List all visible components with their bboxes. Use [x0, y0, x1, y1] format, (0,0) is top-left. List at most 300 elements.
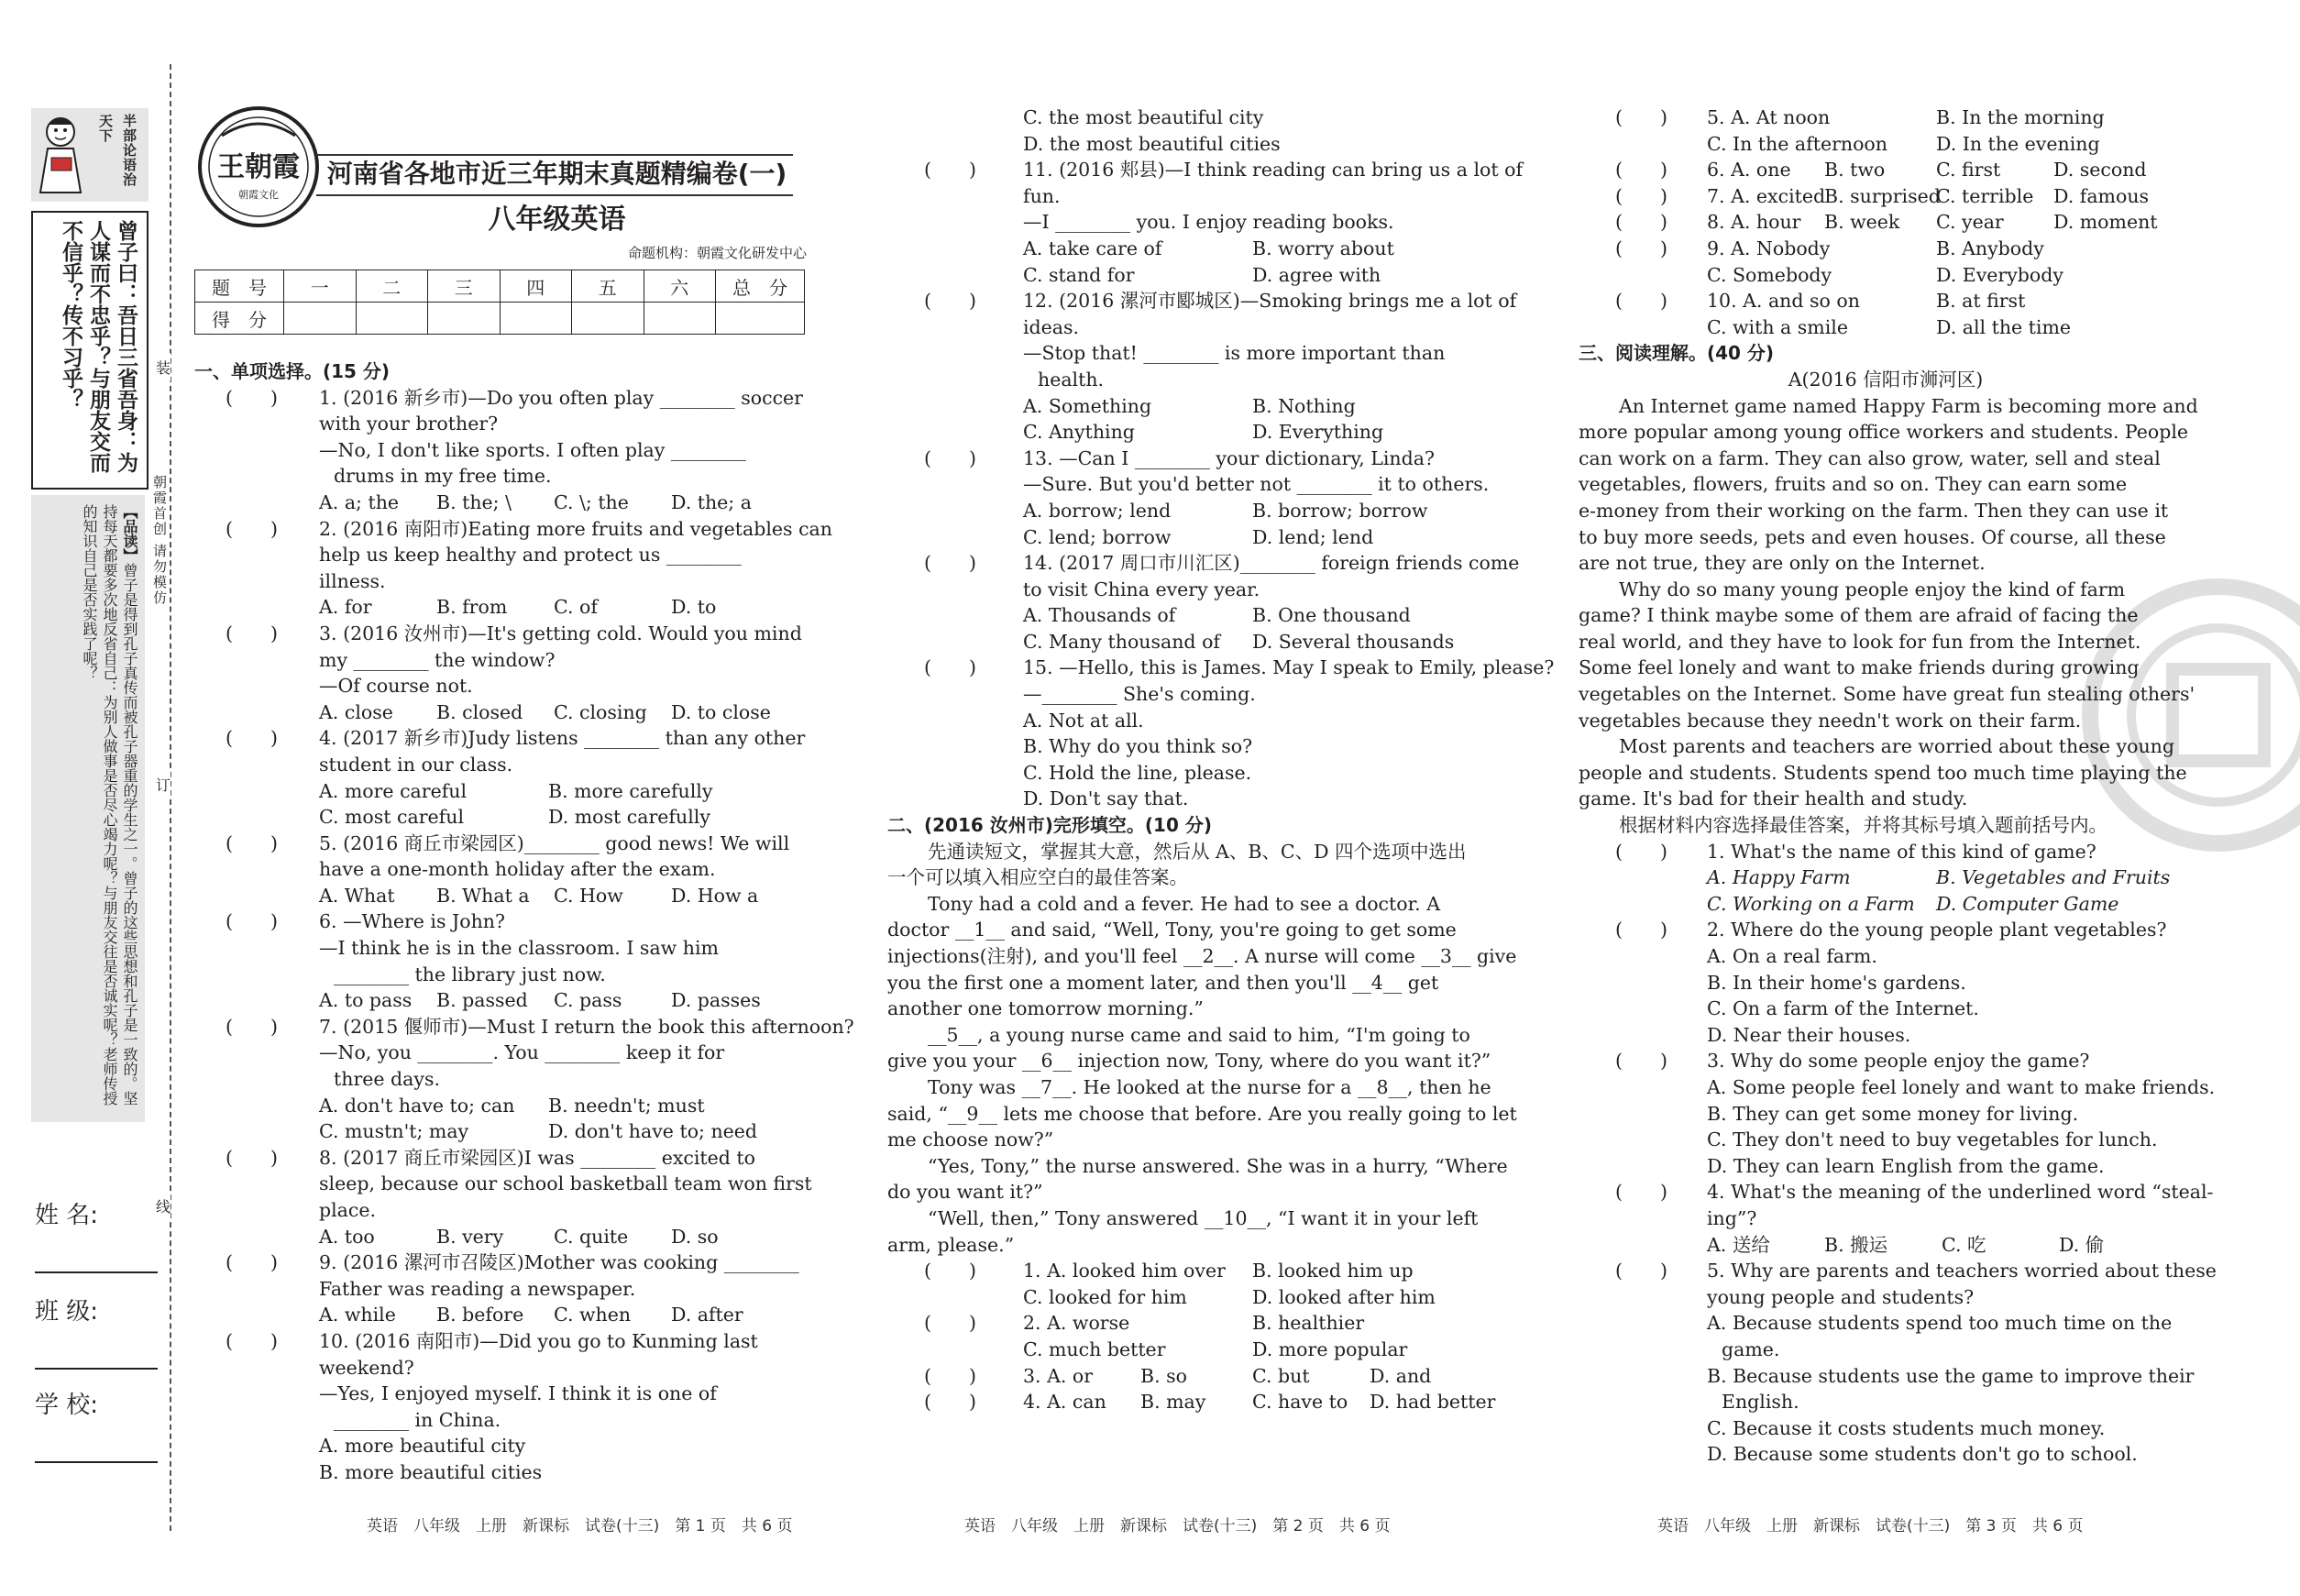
line-text: ing”? [1707, 1206, 1757, 1229]
scholar-cartoon-icon [35, 112, 90, 199]
paragraph-text: real world, and they have to look for fun from the Internet. [1579, 630, 2141, 653]
question-options-row [1579, 157, 2193, 183]
option-text: D. most carefully [548, 806, 710, 829]
option-text: D. and [1370, 1364, 1432, 1387]
line-text: to visit China every year. [1023, 578, 1260, 600]
paragraph-text: Some feel lonely and want to make friends during growing [1579, 656, 2140, 679]
answer-bracket[interactable]: ( ) [226, 386, 278, 409]
option-text: A. a; the [319, 490, 400, 513]
line-text: C. Because it costs students much money. [1707, 1416, 2106, 1439]
answer-bracket[interactable]: ( ) [1615, 1050, 1667, 1073]
answer-bracket[interactable]: ( ) [924, 656, 976, 679]
paragraph-text: another one tomorrow morning.” [887, 997, 1204, 1020]
line-text: English. [1722, 1391, 1799, 1414]
paragraph-text: more popular among young office workers and students. People [1579, 421, 2189, 444]
option-text: A. Something [1023, 394, 1152, 417]
answer-bracket[interactable]: ( ) [226, 1146, 278, 1169]
option-text: B. borrow; borrow [1252, 499, 1428, 522]
question-text: 11. (2016 郏县)—I think reading can bring us a lot of [1023, 159, 1524, 182]
paragraph-line [887, 1205, 1500, 1232]
answer-bracket[interactable]: ( ) [924, 446, 976, 469]
option-text: A. take care of [1023, 237, 1162, 259]
options-row [887, 629, 1500, 655]
options-row [1579, 891, 2193, 918]
option-text: B. the; \ [436, 490, 512, 513]
paragraph-text: __5__, a young nurse came and said to him, “I'm going to [928, 1023, 1470, 1046]
options-row [194, 1118, 807, 1145]
answer-bracket[interactable]: ( ) [924, 1364, 976, 1387]
paragraph-line [887, 970, 1500, 996]
paragraph-line [887, 1179, 1500, 1205]
option-text: C. Working on a Farm [1707, 892, 1915, 915]
line-text: C. Hold the line, please. [1023, 761, 1252, 784]
option-text: D. Several thousands [1252, 630, 1455, 653]
option-text: D. to close [671, 700, 771, 723]
options-row [194, 1224, 807, 1250]
line-text: C. the most beautiful city [1023, 106, 1264, 128]
paragraph-line [887, 1101, 1517, 1128]
answer-bracket[interactable]: ( ) [226, 910, 278, 933]
question-line [887, 681, 1500, 708]
option-text: C. How [554, 884, 623, 907]
question-line [194, 752, 807, 778]
answer-bracket[interactable]: ( ) [1615, 211, 1667, 234]
question-text: 7. (2015 偃师市)—Must I return the book this afternoon? [319, 1015, 854, 1038]
paragraph-line [887, 839, 1500, 865]
line-text: health. [1038, 368, 1105, 391]
brand-logo-text: 王朝霞 [217, 151, 300, 183]
score-table [194, 270, 805, 335]
option-text: D. agree with [1252, 263, 1381, 286]
options-row [887, 498, 1500, 524]
line-text: —No, you ________. You ________ keep it for [319, 1041, 725, 1064]
options-row [1579, 262, 2193, 289]
question-stem [194, 516, 832, 543]
question-line [887, 131, 1500, 158]
question-line [887, 183, 1500, 210]
option-text: B. healthier [1252, 1312, 1365, 1335]
answer-bracket[interactable]: ( ) [1615, 237, 1667, 259]
question-line [1579, 996, 2193, 1022]
option-text: A. What [319, 884, 395, 907]
answer-bracket[interactable]: ( ) [1615, 159, 1667, 182]
line-text: —Stop that! ________ is more important than [1023, 342, 1446, 365]
option-text: C. Somebody [1707, 263, 1832, 286]
option-text: D. to [671, 596, 717, 619]
paragraph-text: you the first one a moment later, and then you'll __4__ get [887, 971, 1439, 994]
option-text: A. Thousands of [1023, 604, 1176, 627]
line-text: with your brother? [319, 413, 499, 435]
question-text: 2. (2016 南阳市)Eating more fruits and vegetables can [319, 517, 832, 540]
options-row [887, 393, 1500, 420]
option-text: A. 送给 [1707, 1233, 1770, 1256]
answer-bracket[interactable]: ( ) [1615, 840, 1667, 863]
class-field[interactable] [35, 1293, 158, 1370]
question-line [194, 935, 807, 962]
option-text: C. \; the [554, 490, 629, 513]
option-text: C. stand for [1023, 263, 1135, 286]
option-text: B. at first [1936, 290, 2026, 313]
score-col-4: 四 [500, 270, 572, 303]
score-row-label: 得 分 [195, 303, 284, 335]
answer-bracket[interactable]: ( ) [226, 517, 278, 540]
option-text: D. second [2053, 159, 2147, 182]
options-row [1579, 1232, 2193, 1259]
option-text: A. to pass [319, 989, 413, 1012]
line-text: B. In their home's gardens. [1707, 971, 1966, 994]
option-text: B. so [1140, 1364, 1187, 1387]
options-row [887, 602, 1500, 629]
option-text: D. moment [2053, 211, 2158, 234]
paper-title: 河南省各地市近三年期末真题精编卷(一) [326, 159, 787, 189]
question-stem [1579, 1258, 2217, 1284]
option-text: D. Everybody [1936, 263, 2063, 286]
option-text: C. but [1252, 1364, 1310, 1387]
line-text: weekend? [319, 1356, 414, 1379]
question-text: 2. Where do the young people plant vegetables? [1707, 919, 2167, 941]
line-text: have a one-month holiday after the exam. [319, 858, 716, 881]
question-line [194, 1381, 807, 1407]
line-text: —Yes, I enjoyed myself. I think it is one of [319, 1382, 717, 1405]
class-label: 班 级: [35, 1298, 99, 1326]
line-text: drums in my free time. [334, 465, 552, 488]
line-text: C. They don't need to buy vegetables for lunch. [1707, 1128, 2158, 1151]
question-options-row [1579, 288, 2193, 314]
question-line [1579, 970, 2193, 996]
quote-text: 曾子曰：吾日三省吾身：为人谋而不忠乎？与朋友交而不信乎？传不习乎？ [59, 220, 138, 473]
question-stem [887, 1310, 1500, 1337]
question-text: 14. (2017 周口市川汇区)________ foreign friends come [1023, 552, 1520, 575]
line-text: B. Why do you think so? [1023, 735, 1253, 758]
paper-subtitle: 八年级英语 [488, 204, 626, 236]
question-text: 4. (2017 新乡市)Judy listens ________ than any other [319, 727, 806, 750]
line-text: sleep, because our school basketball team won first [319, 1172, 812, 1195]
score-cell[interactable] [716, 303, 805, 335]
question-line [194, 1276, 807, 1303]
option-text: B. more carefully [548, 779, 713, 802]
paragraph-line [887, 917, 1500, 943]
option-text: B. passed [436, 989, 528, 1012]
options-row [194, 699, 807, 726]
paragraph-text: “Yes, Tony,” the nurse answered. She was in a hurry, “Where [928, 1154, 1508, 1177]
option-text: 8. A. hour [1707, 211, 1801, 234]
option-text: A. more careful [319, 779, 468, 802]
options-row [194, 804, 807, 831]
question-stem [194, 908, 807, 935]
option-text: A. borrow; lend [1023, 499, 1172, 522]
question-stem [194, 1328, 807, 1355]
paragraph-line [887, 1074, 1500, 1101]
column-page-1 [194, 358, 854, 1486]
question-text: 3. Why do some people enjoy the game? [1707, 1050, 2090, 1073]
line-text: ________ in China. [334, 1408, 501, 1431]
option-text: B. needn't; must [548, 1094, 705, 1117]
question-line [194, 411, 807, 437]
answer-bracket[interactable]: ( ) [924, 552, 976, 575]
options-row [887, 419, 1500, 446]
question-line [887, 577, 1500, 603]
question-line [1579, 1337, 2193, 1363]
options-row [1579, 864, 2193, 891]
passage-title-text: A(2016 信阳市浉河区) [1788, 368, 1984, 391]
score-col-label: 题 号 [195, 270, 284, 303]
options-row [194, 1302, 807, 1328]
answer-bracket[interactable]: ( ) [1615, 184, 1667, 207]
answer-bracket[interactable]: ( ) [226, 1251, 278, 1274]
line-text: D. Because some students don't go to school. [1707, 1443, 2138, 1466]
question-stem [194, 385, 807, 412]
question-line [194, 856, 807, 883]
score-col-6: 六 [644, 270, 716, 303]
paragraph-line [1579, 393, 2198, 420]
line-text: illness. [319, 569, 386, 592]
option-text: C. much better [1023, 1337, 1166, 1360]
question-stem [887, 157, 1524, 183]
question-line [1579, 1022, 2193, 1049]
question-line [1579, 1363, 2193, 1390]
line-text: A. Some people feel lonely and want to make friends. [1707, 1075, 2216, 1098]
option-text: B. from [436, 596, 508, 619]
motto-box [31, 108, 149, 202]
answer-bracket[interactable]: ( ) [1615, 1260, 1667, 1282]
option-text: B. looked him up [1252, 1260, 1414, 1282]
option-text: A. while [319, 1304, 396, 1326]
score-table-score-row [195, 303, 805, 335]
line-text: three days. [334, 1068, 440, 1091]
question-stem [887, 446, 1500, 472]
answer-bracket[interactable]: ( ) [924, 1391, 976, 1414]
paragraph-line [887, 1022, 1500, 1049]
brand-logo-sub: 朝霞文化 [238, 189, 279, 201]
paragraph-line [887, 1153, 1508, 1180]
option-text: A. too [319, 1225, 375, 1248]
footer-page-2: 英语 八年级 上册 新课标 试卷(十三) 第 2 页 共 6 页 [964, 1517, 1391, 1535]
option-text: C. first [1936, 159, 2001, 182]
reading-text [79, 504, 139, 1109]
answer-bracket[interactable]: ( ) [226, 727, 278, 750]
question-line [194, 1355, 807, 1381]
paragraph-line [1579, 471, 2193, 498]
line-text: D. They can learn English from the game. [1707, 1154, 2105, 1177]
paragraph-text: doctor __1__ and said, “Well, Tony, you're going to get some [887, 919, 1457, 941]
answer-bracket[interactable]: ( ) [226, 622, 278, 644]
line-text: B. more beautiful cities [319, 1460, 543, 1483]
option-text: B. closed [436, 700, 523, 723]
score-cell[interactable] [284, 303, 357, 335]
option-text: C. lend; borrow [1023, 525, 1172, 548]
name-field[interactable] [35, 1196, 158, 1273]
answer-bracket[interactable]: ( ) [924, 290, 976, 313]
paragraph-text: “Well, then,” Tony answered __10__, “I want it in your left [928, 1206, 1479, 1229]
options-row [194, 594, 807, 621]
question-line [194, 463, 807, 490]
question-text: 4. What's the meaning of the underlined word “steal- [1707, 1181, 2214, 1204]
option-text: B. Vegetables and Fruits [1936, 866, 2171, 889]
score-cell[interactable] [356, 303, 428, 335]
option-text: C. of [554, 596, 598, 619]
paragraph-text: game. It's bad for their health and study. [1579, 787, 1968, 810]
option-text: C. terrible [1936, 184, 2034, 207]
sidebar [31, 108, 149, 1162]
option-text: C. In the afternoon [1707, 132, 1887, 155]
question-text: 15. —Hello, this is James. May I speak to Emily, please? [1023, 656, 1555, 679]
answer-bracket[interactable]: ( ) [1615, 290, 1667, 313]
question-text: 12. (2016 漯河市郾城区)—Smoking brings me a lot of [1023, 290, 1517, 313]
options-row [1579, 314, 2193, 341]
question-line [194, 1197, 807, 1224]
question-line [1579, 1153, 2193, 1180]
question-stem [887, 288, 1517, 314]
question-line [194, 1407, 807, 1434]
binding-mark-3: 线 [156, 1192, 171, 1220]
column-page-2 [887, 105, 1555, 1415]
option-text: C. quite [554, 1225, 629, 1248]
option-text: C. when [554, 1304, 632, 1326]
question-stem [194, 1249, 807, 1276]
question-text: 13. —Can I ________ your dictionary, Linda? [1023, 446, 1435, 469]
binding-text: 朝霞首创 请勿模仿 [150, 475, 170, 622]
line-text: A. Not at all. [1023, 709, 1144, 732]
answer-bracket[interactable]: ( ) [1615, 1181, 1667, 1204]
name-label: 姓 名: [35, 1202, 99, 1229]
paragraph-line [887, 1048, 1500, 1074]
paragraph-text: 先通读短文，掌握其大意，然后从 A、B、C、D 四个选项中选出 [928, 840, 1467, 863]
option-text: D. Computer Game [1936, 892, 2119, 915]
question-line [887, 471, 1500, 498]
paragraph-text: do you want it?” [887, 1181, 1043, 1204]
section-heading-text: 二、(2016 汝州市)完形填空。(10 分) [887, 814, 1212, 837]
score-cell[interactable] [572, 303, 644, 335]
answer-bracket[interactable]: ( ) [226, 831, 278, 854]
score-col-2: 二 [356, 270, 428, 303]
line-text: A. On a real farm. [1707, 945, 1877, 967]
option-text: C. looked for him [1023, 1285, 1187, 1308]
line-text: —I think he is in the classroom. I saw him [319, 937, 719, 960]
line-text: A. more beautiful city [319, 1435, 526, 1458]
option-text: B. may [1140, 1391, 1206, 1414]
line-text: —Of course not. [319, 675, 473, 698]
paragraph-line [887, 1127, 1500, 1153]
line-text: A. Because students spend too much time on the [1707, 1312, 2173, 1335]
question-stem [887, 1258, 1500, 1284]
school-field[interactable] [35, 1386, 158, 1463]
option-text: D. all the time [1936, 315, 2072, 338]
paragraph-line [1579, 524, 2193, 551]
answer-bracket[interactable]: ( ) [226, 1015, 278, 1038]
question-text: 1. What's the name of this kind of game? [1707, 840, 2096, 863]
question-line [887, 209, 1500, 236]
paragraph-line [1579, 498, 2193, 524]
question-line [887, 760, 1500, 787]
paragraph-text: give you your __6__ injection now, Tony, where do you want it?” [887, 1050, 1491, 1073]
options-row [194, 987, 807, 1014]
option-text: B. very [436, 1225, 504, 1248]
line-text: help us keep healthy and protect us ________ [319, 544, 742, 567]
paragraph-text: to buy more seeds, pets and even houses. Of course, all these [1579, 525, 2166, 548]
answer-bracket[interactable]: ( ) [924, 1312, 976, 1335]
question-line [1579, 1074, 2216, 1101]
option-text: D. don't have to; need [548, 1120, 758, 1143]
option-text: 7. A. excited [1707, 184, 1826, 207]
score-table-header-row [195, 270, 805, 303]
answer-bracket[interactable]: ( ) [924, 1260, 976, 1282]
score-cell[interactable] [644, 303, 716, 335]
option-text: C. year [1936, 211, 2004, 234]
paragraph-text: people and students. Students spend too much time playing the [1579, 761, 2187, 784]
answer-bracket[interactable]: ( ) [226, 1329, 278, 1352]
option-text: D. How a [671, 884, 759, 907]
paragraph-text: vegetables because they needn't work on their farm. [1579, 709, 2082, 732]
question-options-row [1579, 236, 2193, 262]
option-text: B. week [1824, 211, 1900, 234]
option-text: B. 搬运 [1824, 1233, 1888, 1256]
brand-logo-icon [194, 103, 323, 231]
line-text: D. Near their houses. [1707, 1023, 1911, 1046]
question-line [194, 1171, 812, 1197]
score-cell[interactable] [428, 303, 501, 335]
score-cell[interactable] [500, 303, 572, 335]
question-text: 5. (2016 商丘市梁园区)________ good news! We will [319, 831, 790, 854]
option-text: D. after [671, 1304, 743, 1326]
option-text: D. 偷 [2059, 1233, 2105, 1256]
question-text: 3. (2016 汝州市)—It's getting cold. Would you mind [319, 622, 802, 644]
line-text: B. They can get some money for living. [1707, 1102, 2079, 1125]
question-line [1579, 1284, 2193, 1311]
question-stem [1579, 917, 2193, 943]
line-text: —________ She's coming. [1023, 683, 1256, 706]
question-line [887, 314, 1500, 341]
options-row [887, 1337, 1500, 1363]
option-text: C. Anything [1023, 421, 1135, 444]
answer-bracket[interactable]: ( ) [1615, 919, 1667, 941]
question-stem [1579, 1048, 2193, 1074]
question-line [1579, 1101, 2193, 1128]
line-text: game. [1722, 1337, 1780, 1360]
line-text: B. Because students use the game to improve their [1707, 1364, 2195, 1387]
paragraph-text: game? I think maybe some of them are afraid of facing the [1579, 604, 2139, 627]
question-line [887, 367, 1500, 393]
options-row [194, 778, 807, 805]
line-text: student in our class. [319, 753, 513, 776]
question-line [887, 340, 1500, 367]
paragraph-line [1579, 550, 2193, 577]
score-col-3: 三 [428, 270, 501, 303]
options-row [887, 262, 1500, 289]
line-text: C. On a farm of the Internet. [1707, 997, 1979, 1020]
line-text: —No, I don't like sports. I often play ________ [319, 438, 746, 461]
question-stem [194, 1145, 807, 1172]
options-row [887, 524, 1500, 551]
option-text: B. In the morning [1936, 106, 2105, 128]
question-line [194, 962, 807, 988]
question-stem [194, 621, 807, 647]
option-text: A. close [319, 700, 393, 723]
option-text: B. two [1824, 159, 1886, 182]
reading-box [31, 495, 145, 1122]
question-options-row [1579, 183, 2193, 210]
question-line [194, 1459, 807, 1486]
paragraph-text: e-money from their working on the farm. Then they can use it [1579, 499, 2169, 522]
answer-bracket[interactable]: ( ) [924, 159, 976, 182]
question-line [1579, 1310, 2193, 1337]
option-text: C. have to [1252, 1391, 1348, 1414]
paragraph-line [887, 1232, 1500, 1259]
question-text: 6. —Where is John? [319, 910, 505, 933]
question-line [1579, 1415, 2193, 1442]
paragraph-text: Tony had a cold and a fever. He had to see a doctor. A [928, 892, 1440, 915]
question-options-row [887, 1389, 1500, 1415]
answer-bracket[interactable]: ( ) [1615, 106, 1667, 128]
